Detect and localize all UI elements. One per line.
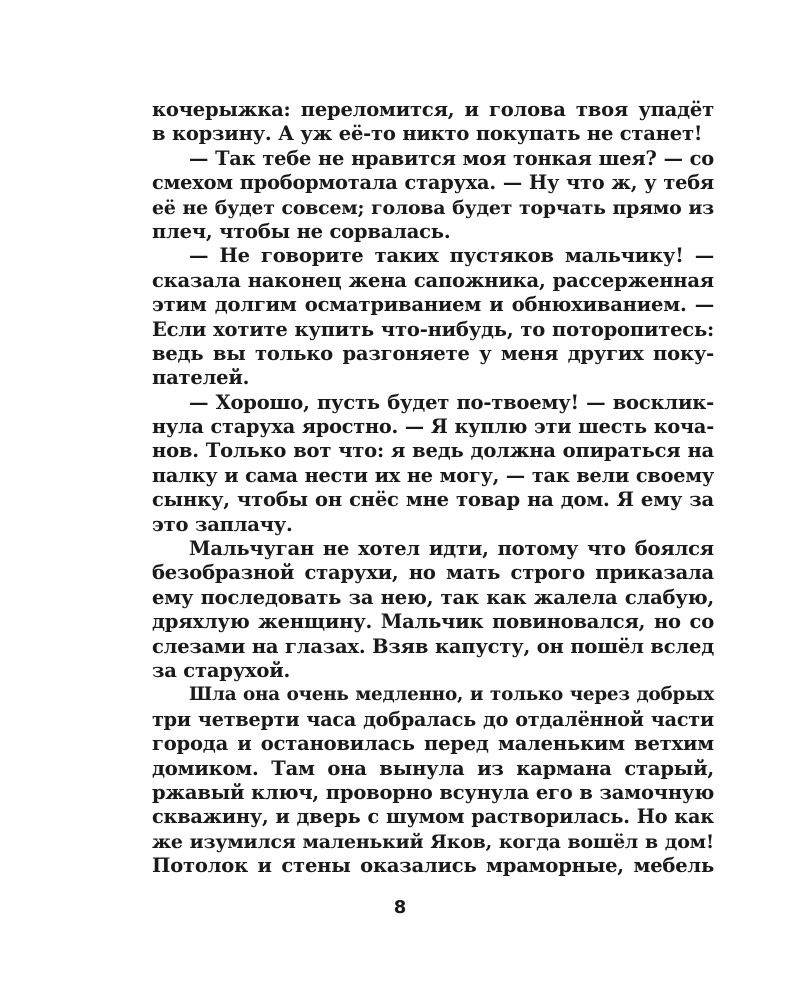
text-line: — Хорошо, пусть будет по-твоему! — восклик- — [189, 390, 714, 414]
text-line: Потолок и стены оказались мраморные, мебель — [152, 854, 714, 878]
text-line: ржавый ключ, проворно всунула его в замочную — [152, 780, 714, 804]
text-line: плеч, чтобы не сорвалась. — [152, 219, 451, 243]
text-line: дряхлую женщину. Мальчик повиновался, но со — [152, 610, 714, 634]
text-line: скважину, и дверь с шумом растворилась. Но как — [152, 805, 714, 829]
page-number: 8 — [393, 897, 407, 918]
text-line: ведь вы только разгоняете у меня других поку- — [152, 341, 714, 365]
text-line: города и остановилась перед маленьким ветхим — [152, 732, 714, 756]
text-line: палку и сама нести их не могу, — так вели своему — [152, 463, 714, 487]
text-line: её не будет совсем; голова будет торчать прямо из — [152, 196, 714, 219]
text-line: нов. Только вот что: я ведь должна опираться на — [152, 439, 714, 463]
text-line: нула старуха яростно. — Я куплю эти шесть кочa- — [152, 415, 714, 439]
text-line: это заплачу. — [152, 512, 293, 536]
text-line: в корзину. А уж её-то никто покупать не станет! — [152, 122, 703, 146]
text-line: же изумился маленький Яков, когда вошёл в дом! — [152, 830, 714, 853]
text-line: кочерыжка: переломится, и голова твоя упадёт — [152, 98, 714, 121]
text-line: домиком. Там она вынула из кармана старый, — [152, 756, 714, 780]
body-text — [152, 98, 714, 879]
text-line: пателей. — [152, 366, 250, 390]
text-line: сказала наконец жена сапожника, рассерженная — [152, 268, 714, 292]
text-line: — Не говорите таких пустяков мальчику! — — [189, 244, 714, 268]
text-line: Мальчуган не хотел идти, потому что боялся — [189, 537, 714, 561]
text-line: безобразной старухи, но мать строго приказала — [152, 561, 714, 585]
text-line: Шла она очень медленно, и только через добрых — [189, 684, 714, 706]
text-line: ему последовать за нею, так как жалела слабую, — [152, 585, 714, 609]
text-line: Если хотите купить что-нибудь, то поторопитесь: — [152, 317, 714, 341]
text-line: три четверти часа добралась до отдалённой части — [152, 707, 714, 731]
text-line: слезами на глазах. Взяв капусту, он пошёл вслед — [152, 634, 714, 658]
text-line: — Так тебе не нравится моя тонкая шея? — со — [189, 146, 714, 170]
text-line: сынку, чтобы он снёс мне товар на дом. Я ему за — [152, 488, 714, 512]
text-line: за старухой. — [152, 658, 291, 682]
text-line: смехом пробормотала старуха. — Ну что ж, у тебя — [152, 171, 714, 195]
text-line: этим долгим осматриванием и обнюхиванием. — — [152, 293, 714, 317]
